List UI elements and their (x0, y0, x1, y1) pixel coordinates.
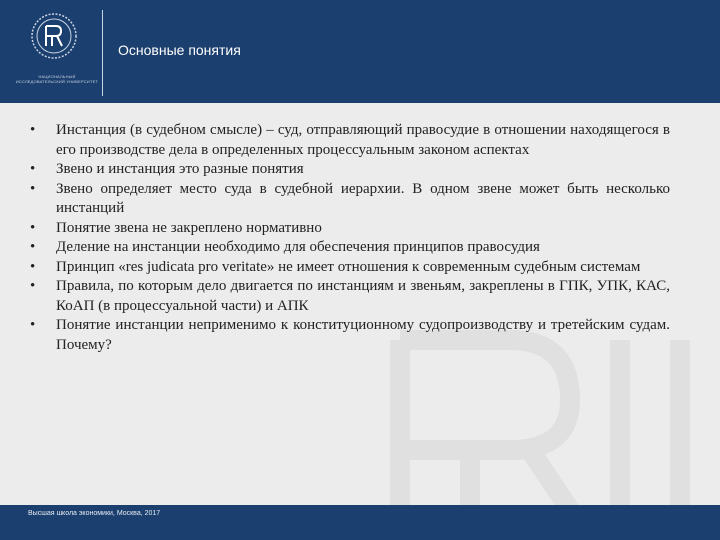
bullet-item (30, 219, 670, 239)
bullet-item (30, 238, 670, 258)
bullet-item (30, 316, 670, 355)
header-bar (0, 0, 720, 103)
bullet-item (30, 277, 670, 316)
slide-title: Основные понятия (118, 42, 241, 58)
bullet-marker: • (30, 180, 36, 197)
bullet-text: Понятие звена не закреплено нормативно (56, 219, 322, 236)
bullet-item (30, 121, 670, 160)
bullet-item (30, 258, 670, 278)
bullet-marker: • (30, 219, 36, 236)
logo-emblem (30, 12, 78, 60)
hse-logo-icon (14, 12, 104, 92)
bullet-text: Деление на инстанции необходимо для обеспечения принципов правосудия (56, 239, 540, 255)
bullet-text: Принцип «res judicata pro veritate» не имеет отношения к современным судебным системам (56, 258, 641, 275)
bullet-item (30, 160, 670, 180)
bullet-item (30, 180, 670, 219)
bullet-text: Правила, по которым дело двигается по инстанциям и звеньям, закреплены в ГПК, УПК, КАС, КоАП (в процессуальной части) и АПК (56, 278, 670, 314)
bullet-text: Звено и инстанция это разные понятия (56, 161, 304, 177)
bullet-marker: • (30, 278, 36, 294)
header-divider (102, 10, 103, 96)
bullet-marker: • (30, 239, 36, 255)
bullet-marker: • (30, 317, 36, 333)
logo-caption: НАЦИОНАЛЬНЫЙ ИССЛЕДОВАТЕЛЬСКИЙ УНИВЕРСИТЕТ (15, 74, 99, 84)
footer-bar (0, 505, 720, 540)
bullet-marker: • (30, 122, 36, 138)
bullet-text: Звено определяет место суда в судебной иерархии. В одном звене может быть несколько инстанций (56, 180, 670, 216)
bullet-marker: • (30, 161, 36, 177)
footer-text: Высшая школа экономики, Москва, 2017 (28, 510, 161, 517)
bullet-marker: • (30, 258, 36, 275)
bullet-list (30, 121, 670, 355)
bullet-text: Понятие инстанции неприменимо к конституционному судопроизводству и третейским судам. Почему? (56, 317, 670, 353)
bullet-text: Инстанция (в судебном смысле) – суд, отправляющий правосудие в отношении находящегося в его производстве дела в определенных процессуальным законом аспектах (56, 122, 670, 158)
